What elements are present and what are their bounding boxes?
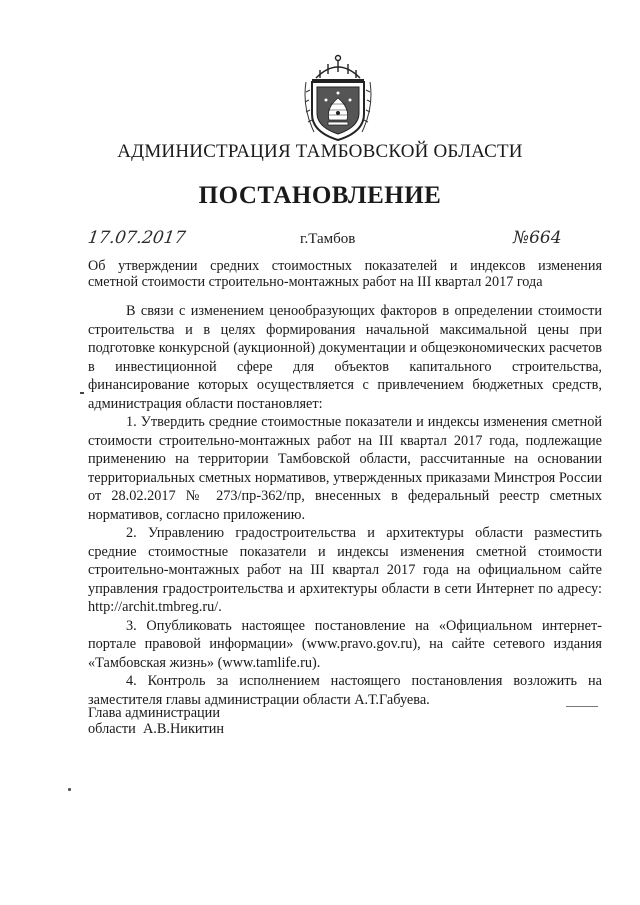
document-body	[88, 302, 602, 709]
signature-title-line2	[88, 722, 224, 738]
signature-block	[88, 706, 224, 737]
document-number: №664	[513, 228, 562, 248]
item-paragraph: 1. Утвердить средние стоимостные показатели и индексы изменения сметной стоимости строительно-монтажных работ на III квартал 2017 года, подлежащие применению на территории Тамбовской области, рассчитанные на основании территориальных сметных нормативов, утвержденных приказами Минстроя России от 28.02.2017 № 273/пр-362/пр, внесенных в федеральный реестр сметных нормативов, согласно приложению.	[88, 414, 602, 523]
coat-of-arms-emblem	[298, 52, 378, 142]
item-paragraph: 2. Управлению градостроительства и архитектуры области разместить средние стоимостные показатели и индексы изменения сметной стоимости строительно-монтажных работ на III квартал 2017 года на официальном сайте управления градостроительства и архитектуры области в сети Интернет по адресу: http://archit.tmbreg.ru/.	[88, 525, 602, 615]
subject-line: Об утверждении средних стоимостных показателей и индексов изменения	[88, 258, 602, 274]
signature-title: Глава администрации	[88, 705, 220, 721]
document-type-title: ПОСТАНОВЛЕНИЕ	[198, 182, 442, 209]
subject-line: сметной стоимости строительно-монтажных работ на III квартал 2017 года	[88, 274, 543, 290]
item-paragraph: 4. Контроль за исполнением настоящего постановления возложить на заместителя главы администрации области А.Т.Габуева.	[88, 673, 602, 708]
scan-mark	[80, 392, 84, 394]
signatory-name: А.В.Никитин	[142, 720, 225, 737]
item-paragraph: 3. Опубликовать настоящее постановление на «Официальном интернет-портале правовой информации» (www.pravo.gov.ru), на сайте сетевого издания «Тамбовская жизнь» (www.tamlife.ru).	[88, 617, 602, 671]
document-date: 17.07.2017	[86, 228, 187, 248]
preamble-paragraph: В связи с изменением ценообразующих факторов в определении стоимости строительства и в целях формирования начальной максимальной цены при подготовке конкурсной (аукционной) документации и общеэкономических расчетов в инвестиционной сфере для объектов капитального строительства, финансирование которых осуществляется с привлечением бюджетных средств, администрация области постановляет:	[88, 303, 602, 412]
scan-mark	[68, 788, 71, 791]
organization-name: АДМИНИСТРАЦИЯ ТАМБОВСКОЙ ОБЛАСТИ	[117, 141, 523, 162]
signature-title-region: области	[88, 720, 136, 737]
document-city: г.Тамбов	[300, 231, 356, 247]
scan-mark	[566, 706, 598, 707]
document-subject	[88, 258, 602, 290]
